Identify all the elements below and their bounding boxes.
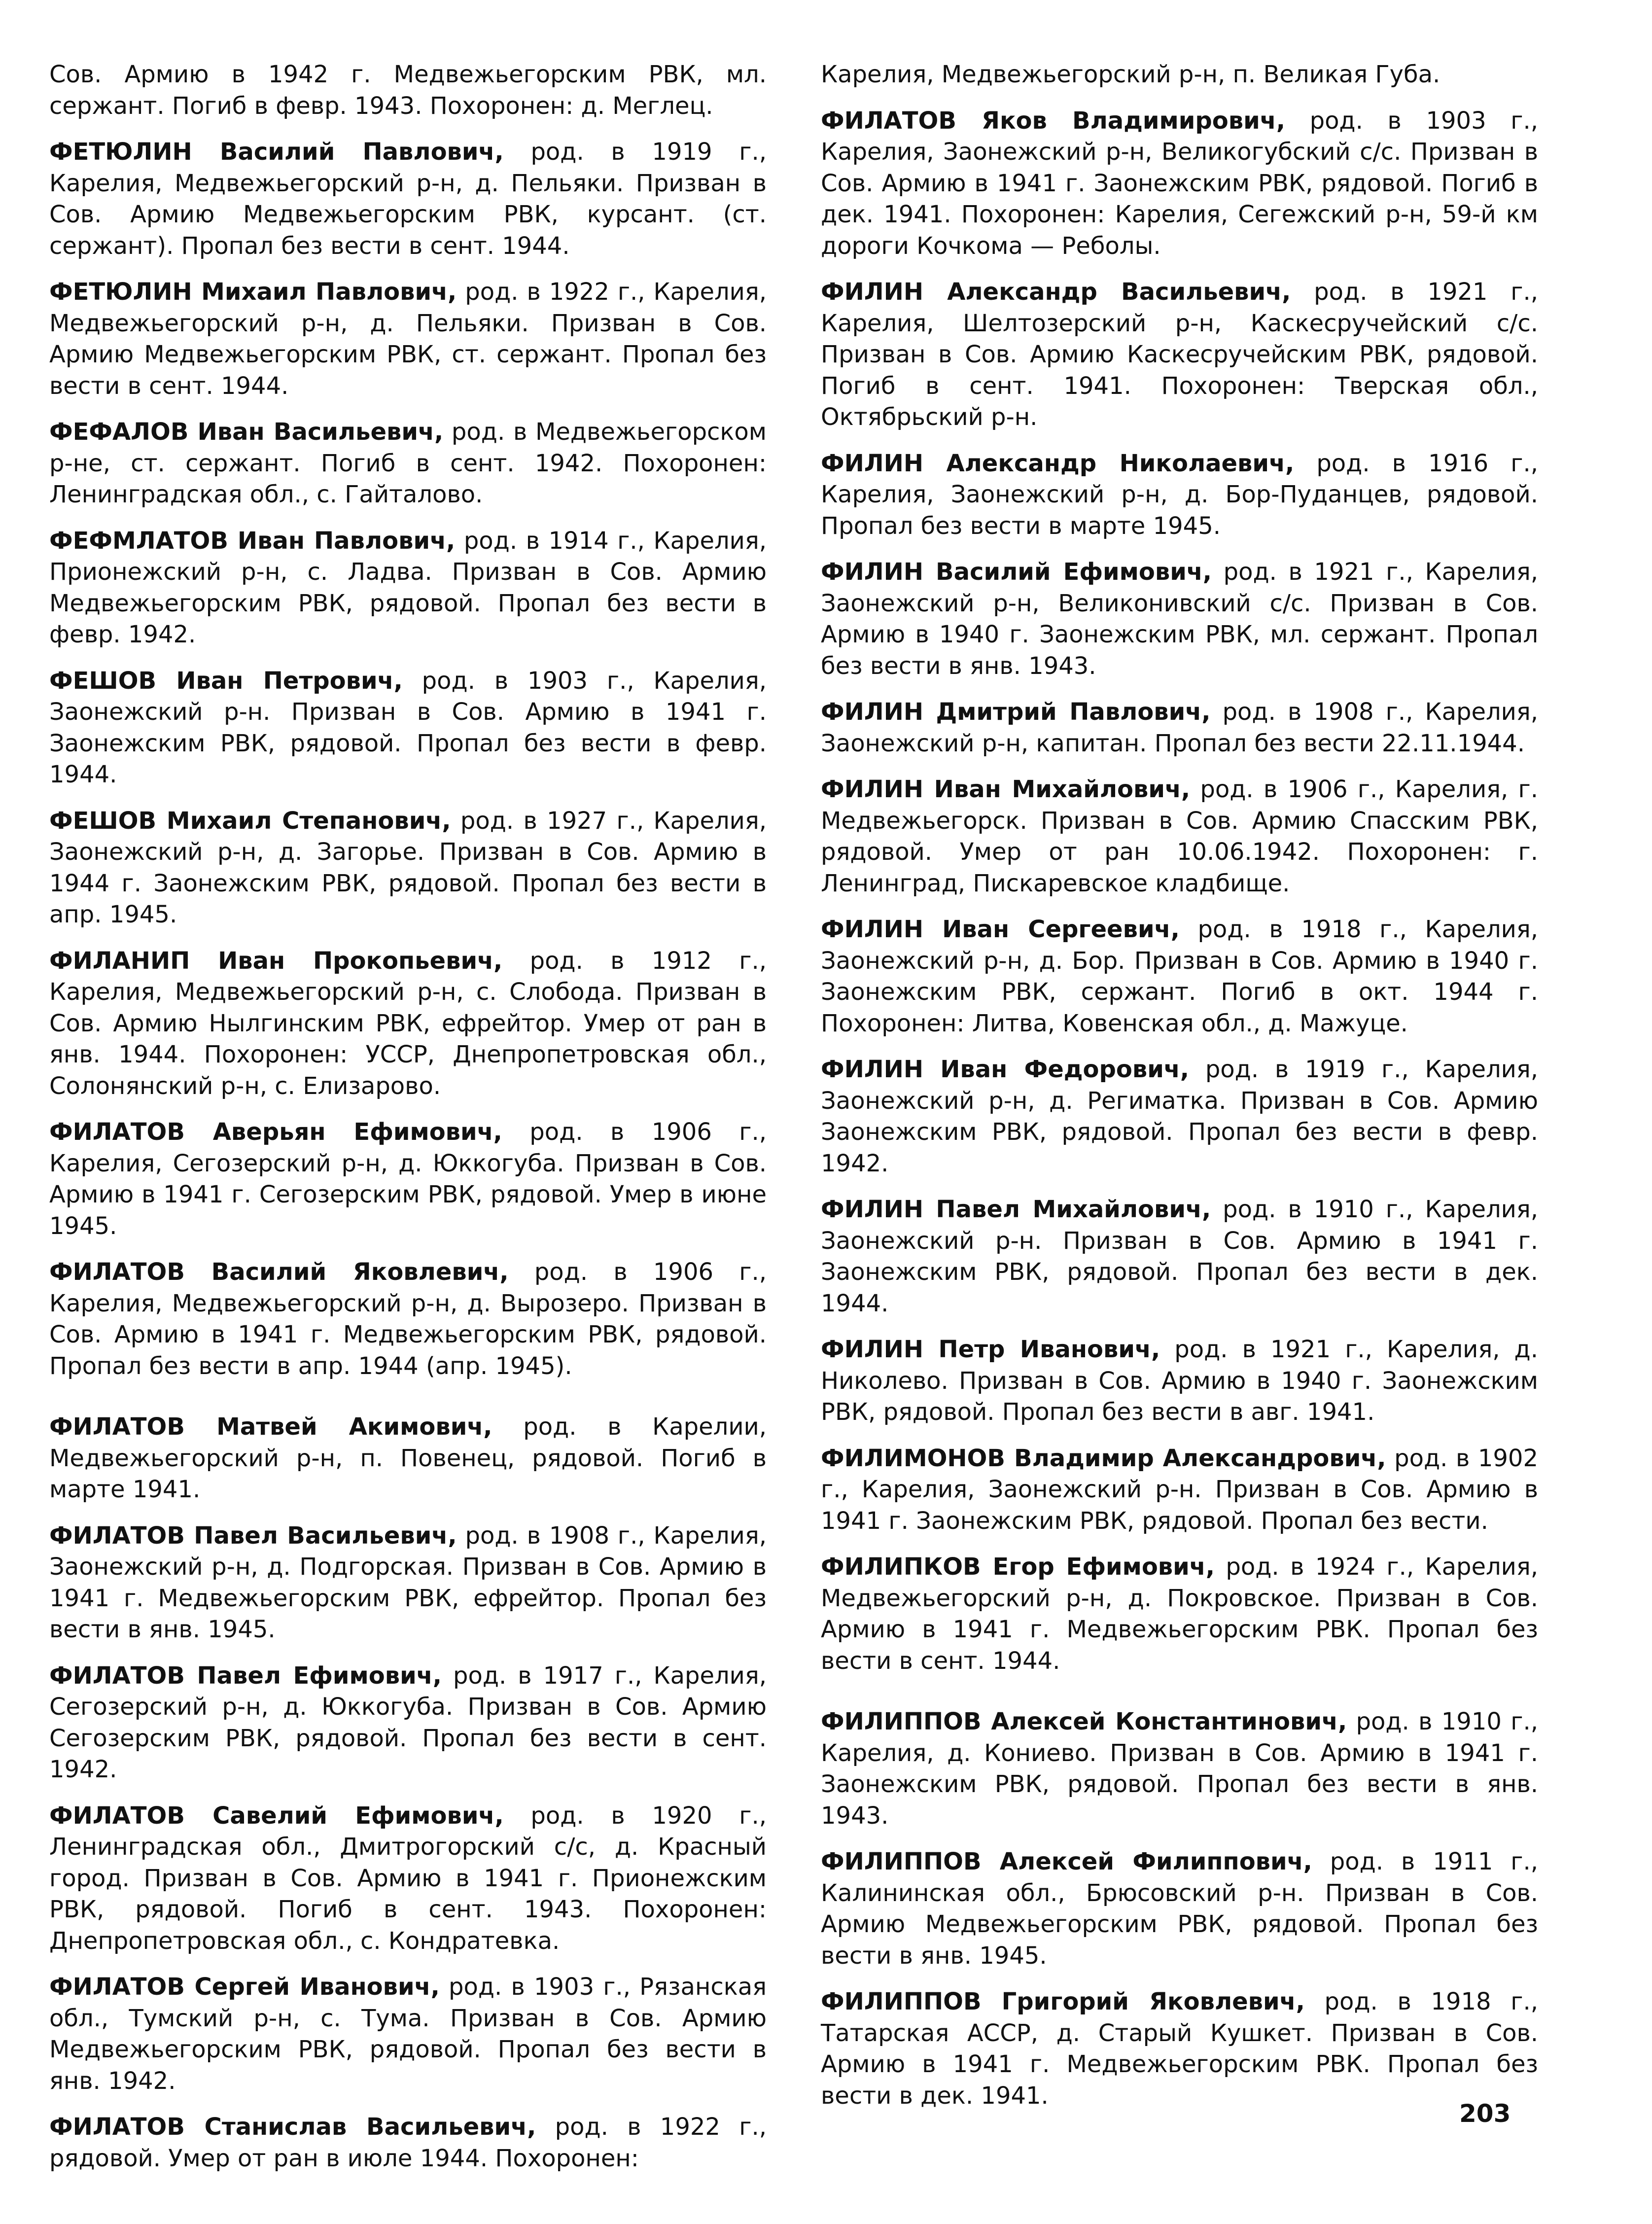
entry-name: ФИЛАНИП Иван Прокопьевич, <box>49 947 503 975</box>
entry-text: род. в 1908 г., Карелия, Заонежский р-н, д. Подгорская. Призван в Сов. Армию в 1941 г. Медвежьегорским РВК, ефрейтор. Пропал без вести в янв. 1945. <box>49 1521 767 1643</box>
entry-text: род. в 1919 г., Карелия, Медвежьегорский р-н, д. Пельяки. Призван в Сов. Армию Медвежьегорским РВК, курсант. (ст. сержант). Пропал без вести в сент. 1944. <box>49 138 767 260</box>
entry-name: ФИЛАТОВ Павел Ефимович, <box>49 1661 442 1690</box>
entry-name: ФИЛАТОВ Василий Яковлевич, <box>49 1258 509 1286</box>
entry <box>49 526 767 651</box>
entry <box>49 417 767 511</box>
entry-name: ФИЛИППОВ Алексей Константинович, <box>821 1708 1347 1735</box>
entry-text: род. в 1919 г., Карелия, Заонежский р-н, д. Региматка. Призван в Сов. Армию Заонежским РВК, рядовой. Пропал без вести в февр. 1942. <box>821 1056 1539 1177</box>
entry <box>821 448 1538 542</box>
entry-name: ФЕФМЛАТОВ Иван Павлович, <box>49 527 456 555</box>
entry <box>49 1257 767 1382</box>
entry-text: род. в 1912 г., Карелия, Медвежьегорский р-н, с. Слобода. Призван в Сов. Армию Нылгинским РВК, ефрейтор. Умер от ран в янв. 1944. Похоронен: УССР, Днепропетровская обл., Солонянский р-н, с. Елизарово. <box>49 947 767 1100</box>
entry <box>49 1117 767 1242</box>
entry <box>49 2112 767 2174</box>
entry-text: род. в 1906 г., Карелия, г. Медвежьегорск. Призван в Сов. Армию Спасским РВК, рядовой. Умер от ран 10.06.1942. Похоронен: г. Ленинград, Пискаревское кладбище. <box>821 776 1539 897</box>
entry-name: ФИЛИН Александр Васильевич, <box>821 278 1291 306</box>
entry-text: род. в 1921 г., Карелия, д. Николево. Призван в Сов. Армию в 1940 г. Заонежским РВК, рядовой. Пропал без вести в авг. 1941. <box>821 1336 1538 1426</box>
entry-text: род. в 1921 г., Карелия, Заонежский р-н, Великонивский с/с. Призван в Сов. Армию в 1940 г. Заонежским РВК, мл. сержант. Пропал без вести в янв. 1943. <box>821 558 1538 680</box>
entry-name: ФИЛИППОВ Григорий Яковлевич, <box>821 1988 1305 2015</box>
right-column <box>821 59 1538 2126</box>
entry <box>821 106 1538 262</box>
entry-name: ФИЛИН Дмитрий Павлович, <box>821 698 1211 726</box>
entry-text: род. в 1903 г., Рязанская обл., Тумский р-н, с. Тума. Призван в Сов. Армию Медвежьегорским РВК, рядовой. Пропал без вести в янв. 1942. <box>49 1973 767 2095</box>
entry-name: ФИЛАТОВ Яков Владимирович, <box>821 106 1285 135</box>
entry-text: род. в 1911 г., Калининская обл., Брюсовский р-н. Призван в Сов. Армию Медвежьегорским РВК, рядовой. Пропал без вести в янв. 1945. <box>821 1848 1538 1970</box>
entry-text: род. в 1916 г., Карелия, Заонежский р-н, д. Бор-Пуданцев, рядовой. Пропал без вести в марте 1945. <box>821 449 1538 540</box>
entry <box>821 1986 1538 2112</box>
entry-text: род. в 1927 г., Карелия, Заонежский р-н, д. Загорье. Призван в Сов. Армию в 1944 г. Заонежским РВК, рядовой. Пропал без вести в апр. 1945. <box>49 807 767 928</box>
entry-text: род. в Медвежьегорском р-не, ст. сержант. Погиб в сент. 1942. Похоронен: Ленинградская обл., с. Гайталово. <box>49 418 767 508</box>
entry <box>821 1334 1538 1428</box>
entry-name: ФИЛИН Иван Федорович, <box>821 1056 1190 1083</box>
entry-name: ФИЛИН Петр Иванович, <box>821 1336 1160 1363</box>
entry-text: род. в 1902 г., Карелия, Заонежский р-н. Призван в Сов. Армию в 1941 г. Заонежским РВК, рядовой. Пропал без вести. <box>821 1444 1539 1535</box>
entry <box>821 1443 1538 1537</box>
entry <box>821 1846 1538 1972</box>
entry <box>821 697 1538 759</box>
entry-text: род. в 1918 г., Татарская АССР, д. Старый Кушкет. Призван в Сов. Армию в 1941 г. Медвежьегорским РВК. Пропал без вести в дек. 1941. <box>821 1988 1538 2110</box>
entry-text: род. в 1906 г., Карелия, Медвежьегорский р-н, д. Вырозеро. Призван в Сов. Армию в 1941 г. Медвежьегорским РВК, рядовой. Пропал без вести в апр. 1944 (апр. 1945). <box>49 1258 767 1380</box>
entry-text: род. в 1918 г., Карелия, Заонежский р-н, д. Бор. Призван в Сов. Армию в 1940 г. Заонежским РВК, сержант. Погиб в окт. 1944 г. Похоронен: Литва, Ковенская обл., д. Мажуце. <box>821 916 1539 1037</box>
entry-name: ФИЛАТОВ Аверьян Ефимович, <box>49 1118 502 1146</box>
entry-name: ФИЛИПКОВ Егор Ефимович, <box>821 1553 1215 1581</box>
entry-text: род. в 1917 г., Карелия, Сегозерский р-н, д. Юккогуба. Призван в Сов. Армию Сегозерским РВК, рядовой. Пропал без вести в сент. 1942. <box>49 1661 767 1783</box>
entry <box>49 277 767 402</box>
entry <box>821 557 1538 682</box>
entry <box>49 1800 767 1957</box>
entry-text: род. в 1906 г., Карелия, Сегозерский р-н, д. Юккогуба. Призван в Сов. Армию в 1941 г. Сегозерским РВК, рядовой. Умер в июне 1945. <box>49 1118 767 1240</box>
entry <box>821 1552 1538 1677</box>
entry-name: ФИЛАТОВ Матвей Акимович, <box>49 1413 492 1441</box>
entry <box>821 1054 1538 1179</box>
entry-name: ФЕТЮЛИН Михаил Павлович, <box>49 278 457 306</box>
entry-name: ФИЛАТОВ Савелий Ефимович, <box>49 1801 504 1830</box>
entry-name: ФЕТЮЛИН Василий Павлович, <box>49 138 504 166</box>
entry-name: ФИЛИН Василий Ефимович, <box>821 558 1212 586</box>
entry-name: ФЕШОВ Иван Петрович, <box>49 667 403 695</box>
entry-text: род. в Карелии, Медвежьегорский р-н, п. Повенец, рядовой. Погиб в марте 1941. <box>49 1413 767 1503</box>
page-number: 203 <box>1459 2099 1511 2128</box>
entry <box>821 1194 1538 1319</box>
entry <box>49 59 767 122</box>
entry-name: ФИЛИППОВ Алексей Филиппович, <box>821 1848 1312 1875</box>
entry-name: ФИЛИН Иван Михайлович, <box>821 776 1191 803</box>
entry-text: род. в 1910 г., Карелия, д. Кониево. Призван в Сов. Армию в 1941 г. Заонежским РВК, рядовой. Пропал без вести в янв. 1943. <box>821 1708 1538 1830</box>
entry-text: род. в 1914 г., Карелия, Прионежский р-н, с. Ладва. Призван в Сов. Армию Медвежьегорским РВК, рядовой. Пропал без вести в февр. 1942. <box>49 527 767 648</box>
entry-name: ФИЛАТОВ Станислав Васильевич, <box>49 2113 536 2141</box>
entry <box>821 774 1538 899</box>
entry-name: ФИЛИН Иван Сергеевич, <box>821 916 1180 943</box>
entry-name: ФЕФАЛОВ Иван Васильевич, <box>49 418 444 446</box>
entry-name: ФИЛИМОНОВ Владимир Александрович, <box>821 1444 1386 1472</box>
entry-text: род. в 1922 г., Карелия, Медвежьегорский р-н, д. Пельяки. Призван в Сов. Армию Медвежьегорским РВК, ст. сержант. Пропал без вести в сент. 1944. <box>49 278 767 400</box>
entry <box>49 806 767 931</box>
entry <box>49 946 767 1102</box>
entry-name: ФИЛИН Александр Николаевич, <box>821 449 1295 477</box>
entry-text: род. в 1903 г., Карелия, Заонежский р-н, Великогубский с/с. Призван в Сов. Армию в 1941 г. Заонежским РВК, рядовой. Погиб в дек. 1941. Похоронен: Карелия, Сегежский р-н, 59-й км дороги Кочкома — Реболы. <box>821 106 1538 260</box>
entry-name: ФИЛАТОВ Павел Васильевич, <box>49 1521 457 1550</box>
entry <box>49 137 767 262</box>
entry-name: ФИЛАТОВ Сергей Иванович, <box>49 1973 440 2001</box>
entry <box>821 277 1538 433</box>
entry <box>49 1520 767 1646</box>
entry-text: Карелия, Медвежьегорский р-н, п. Великая Губа. <box>821 61 1441 88</box>
entry-name: ФИЛИН Павел Михайлович, <box>821 1196 1211 1223</box>
entry-text: род. в 1924 г., Карелия, Медвежьегорский р-н, д. Покровское. Призван в Сов. Армию в 1941 г. Медвежьегорским РВК. Пропал без вести в сент. 1944. <box>821 1553 1539 1675</box>
entry-text: род. в 1908 г., Карелия, Заонежский р-н, капитан. Пропал без вести 22.11.1944. <box>821 698 1538 757</box>
entry <box>821 914 1538 1039</box>
entry-text: Сов. Армию в 1942 г. Медвежьегорским РВК, мл. сержант. Погиб в февр. 1943. Похоронен: д. Меглец. <box>49 61 767 120</box>
entry-text: род. в 1920 г., Ленинградская обл., Дмитрогорский с/с, д. Красный город. Призван в Сов. Армию в 1941 г. Прионежским РВК, рядовой. Погиб в сент. 1943. Похоронен: Днепропетровская обл., с. Кондратевка. <box>49 1801 767 1955</box>
entry-text: род. в 1910 г., Карелия, Заонежский р-н. Призван в Сов. Армию в 1941 г. Заонежским РВК, рядовой. Пропал без вести в дек. 1944. <box>821 1196 1539 1317</box>
entry-text: род. в 1922 г., рядовой. Умер от ран в июле 1944. Похоронен: <box>49 2113 767 2172</box>
entry-text: род. в 1903 г., Карелия, Заонежский р-н. Призван в Сов. Армию в 1941 г. Заонежским РВК, рядовой. Пропал без вести в февр. 1944. <box>49 667 767 788</box>
entry <box>49 1972 767 2097</box>
entry <box>49 666 767 791</box>
entry <box>49 1412 767 1506</box>
entry-name: ФЕШОВ Михаил Степанович, <box>49 807 451 835</box>
entry <box>49 1660 767 1786</box>
entry-text: род. в 1921 г., Карелия, Шелтозерский р-н, Каскесручейский с/с. Призван в Сов. Армию Каскесручейским РВК, рядовой. Погиб в сент. 1941. Похоронен: Тверская обл., Октябрьский р-н. <box>821 278 1539 431</box>
entry <box>821 59 1538 91</box>
left-column <box>49 59 767 2189</box>
entry <box>821 1706 1538 1832</box>
